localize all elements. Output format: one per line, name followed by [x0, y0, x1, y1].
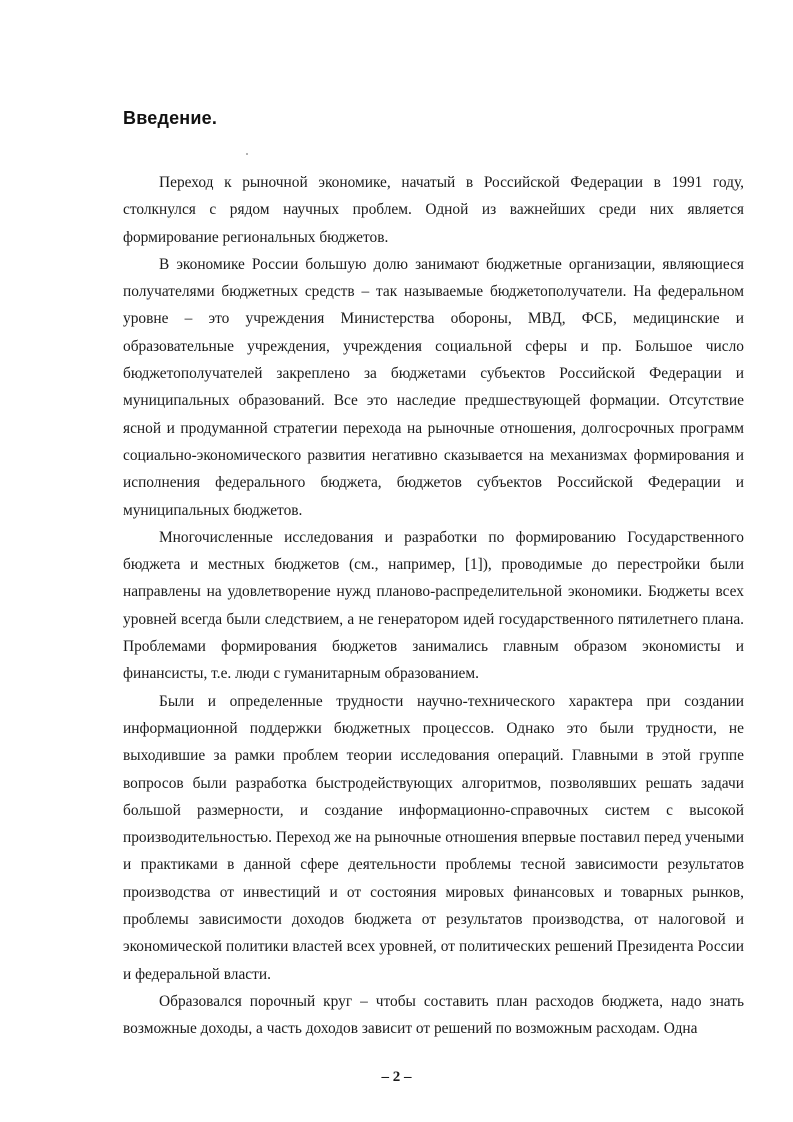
- scan-speck: [246, 153, 248, 155]
- section-heading: Введение.: [123, 108, 218, 128]
- paragraph: Переход к рыночной экономике, начатый в Российской Федерации в 1991 году, столкнулся с рядом научных проблем. Одной из важнейших среди них является формирование региональных бюджетов.: [123, 174, 744, 246]
- paragraph: В экономике России большую долю занимают бюджетные организации, являющиеся получателями бюджетных средств – так называемые бюджетополучатели. На федеральном уровне – это учреждения Министерства обороны, МВД, ФСБ, медицинские и образовательные учреждения, учреждения социальной сферы и пр. Большое число бюджетополучателей закреплено за бюджетами субъектов Российской Федерации и муниципальных образований. Все это наследие предшествующей формации. Отсутствие ясной и продуманной стратегии перехода на рыночные отношения, долгосрочных программ социально-экономического развития негативно сказывается на механизмах формирования и исполнения федерального бюджета, бюджетов субъектов Российской Федерации и муниципальных бюджетов.: [123, 255, 744, 519]
- paragraph: Образовался порочный круг – чтобы составить план расходов бюджета, надо знать возможные доходы, а часть доходов зависит от решений по возможным расходам. Одна: [123, 992, 744, 1038]
- body-text: [123, 169, 744, 1043]
- paragraph: Были и определенные трудности научно-технического характера при создании информационной поддержки бюджетных процессов. Однако это были трудности, не выходившие за рамки проблем теории исследования операций. Главными в этой группе вопросов были разработка быстродействующих алгоритмов, позволявших решать задачи большой размерности, и создание информационно-справочных систем с высокой производительностью. Переход же на рыночные отношения впервые поставил перед учеными и практиками в данной сфере деятельности проблемы тесной зависимости результатов производства от инвестиций и от состояния мировых финансовых и товарных рынков, проблемы зависимости доходов бюджета от результатов производства, от налоговой и экономической политики властей всех уровней, от политических решений Президента России и федеральной власти.: [123, 692, 744, 983]
- page-number: – 2 –: [381, 1069, 412, 1085]
- paragraph: Многочисленные исследования и разработки по формированию Государственного бюджета и местных бюджетов (см., например, [1]), проводимые до перестройки были направлены на удовлетворение нужд планово-распределительной экономики. Бюджеты всех уровней всегда были следствием, а не генератором идей государственного пятилетнего плана. Проблемами формирования бюджетов занимались главным образом экономисты и финансисты, т.е. люди с гуманитарным образованием.: [123, 528, 744, 683]
